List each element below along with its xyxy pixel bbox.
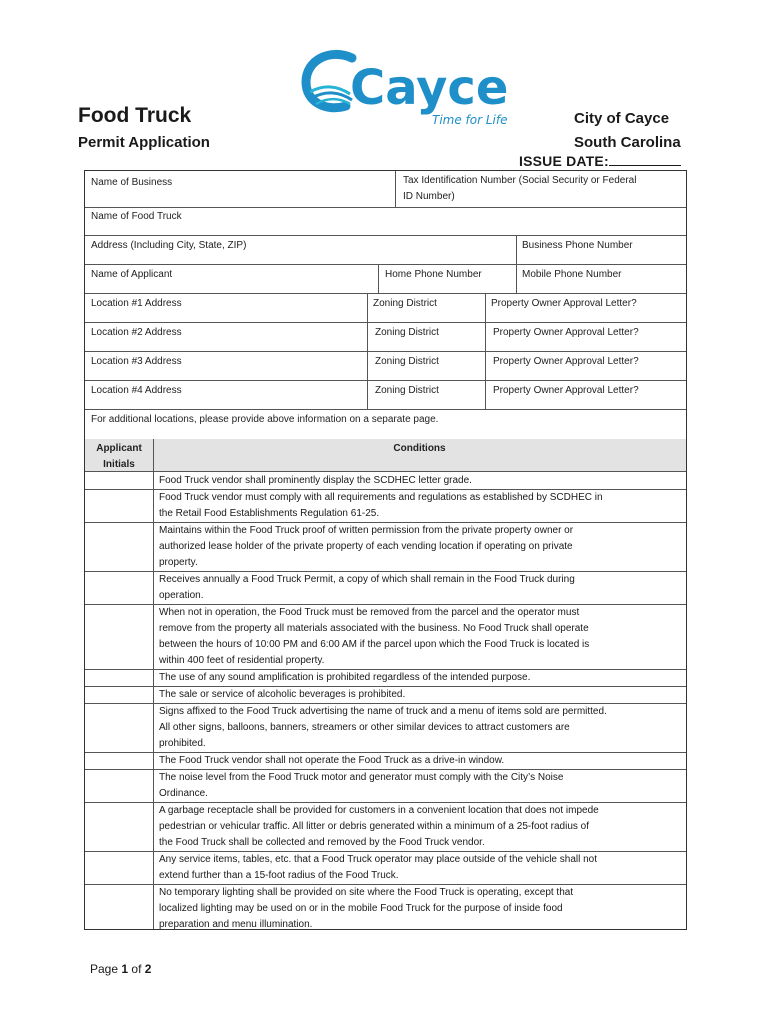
location-1-approval-label: Property Owner Approval Letter? <box>491 298 637 309</box>
condition-text-line: The sale or service of alcoholic beverages is prohibited. <box>159 689 406 700</box>
condition-text-line: operation. <box>159 590 204 601</box>
business-name-label: Name of Business <box>91 177 173 188</box>
location-2-address-label: Location #2 Address <box>91 327 182 338</box>
condition-text-line: The Food Truck vendor shall not operate the Food Truck as a drive-in window. <box>159 755 505 766</box>
condition-text-line: The noise level from the Food Truck motor and generator must comply with the City’s Noise <box>159 772 564 783</box>
applicant-name-label: Name of Applicant <box>91 269 173 280</box>
location-3-approval-label: Property Owner Approval Letter? <box>493 356 639 367</box>
initials-field[interactable] <box>85 753 153 769</box>
address-label: Address (Including City, State, ZIP) <box>91 240 247 251</box>
conditions-header: Conditions <box>393 443 446 454</box>
condition-text-line: A garbage receptacle shall be provided for customers in a convenient location that does not impede <box>159 805 599 816</box>
condition-text-line: Ordinance. <box>159 788 208 799</box>
condition-text-line: between the hours of 10:00 PM and 6:00 AM if the parcel upon which the Food Truck is located is <box>159 639 590 650</box>
location-1-address-label: Location #1 Address <box>91 298 182 309</box>
initials-field[interactable] <box>85 490 153 522</box>
condition-text-line: the Food Truck shall be collected and removed by the Food Truck vendor. <box>159 837 485 848</box>
tax-id-label <box>403 173 636 205</box>
business-phone-label: Business Phone Number <box>522 240 633 251</box>
condition-item <box>159 687 681 703</box>
page-current: 1 <box>121 962 129 976</box>
condition-item <box>159 605 681 669</box>
location-2-zoning-label: Zoning District <box>375 327 439 338</box>
city-name: City of Cayce <box>574 110 670 127</box>
mobile-phone-label: Mobile Phone Number <box>522 269 622 280</box>
condition-item <box>159 704 681 752</box>
location-3-zoning-label: Zoning District <box>375 356 439 367</box>
home-phone-label: Home Phone Number <box>385 269 482 280</box>
issue-date <box>519 153 681 169</box>
permit-form <box>84 170 687 930</box>
condition-text-line: the Retail Food Establishments Regulation 61-25. <box>159 508 380 519</box>
condition-text-line: extend further than a 15-foot radius of the Food Truck. <box>159 870 399 881</box>
condition-item <box>159 852 681 884</box>
logo-wordmark: Cayce <box>350 60 509 116</box>
initials-field[interactable] <box>85 885 153 933</box>
initials-field[interactable] <box>85 687 153 703</box>
initials-field[interactable] <box>85 523 153 571</box>
initials-field[interactable] <box>85 704 153 752</box>
initials-header <box>85 441 153 473</box>
page-label: Page <box>90 962 119 976</box>
condition-text-line: Receives annually a Food Truck Permit, a copy of which shall remain in the Food Truck during <box>159 574 575 585</box>
condition-text-line: remove from the property all materials associated with the business. No Food Truck shall operate <box>159 623 589 634</box>
initials-field[interactable] <box>85 670 153 686</box>
location-4-zoning-label: Zoning District <box>375 385 439 396</box>
condition-text-line: Food Truck vendor shall prominently display the SCDHEC letter grade. <box>159 475 472 486</box>
condition-text-line: Signs affixed to the Food Truck advertising the name of truck and a menu of items sold are permitted. <box>159 706 607 717</box>
location-2-approval-label: Property Owner Approval Letter? <box>493 327 639 338</box>
initials-field[interactable] <box>85 473 153 489</box>
condition-text-line: preparation and menu illumination. <box>159 919 313 930</box>
condition-item <box>159 473 681 489</box>
condition-text-line: When not in operation, the Food Truck must be removed from the parcel and the operator must <box>159 607 580 618</box>
condition-item <box>159 670 681 686</box>
state-name: South Carolina <box>574 134 681 151</box>
condition-text-line: Food Truck vendor must comply with all requirements and regulations as established by SCDHEC in <box>159 492 603 503</box>
form-title: Food Truck <box>78 104 192 127</box>
condition-item <box>159 572 681 604</box>
condition-text-line: Maintains within the Food Truck proof of written permission from the private property owner or <box>159 525 574 536</box>
logo-tagline: Time for Life <box>432 113 508 127</box>
condition-item <box>159 803 681 851</box>
cayce-logo-graphic <box>300 46 520 130</box>
page-total: 2 <box>144 962 152 976</box>
condition-text-line: Any service items, tables, etc. that a Food Truck operator may place outside of the vehicle shall not <box>159 854 597 865</box>
form-subtitle: Permit Application <box>78 134 210 151</box>
condition-item <box>159 885 681 933</box>
condition-item <box>159 523 681 571</box>
condition-text-line: within 400 feet of residential property. <box>159 655 325 666</box>
condition-text-line: All other signs, balloons, banners, streamers or other similar devices to attract customers are <box>159 722 570 733</box>
location-4-address-label: Location #4 Address <box>91 385 182 396</box>
initials-header-line2: Initials <box>103 459 135 470</box>
initials-field[interactable] <box>85 605 153 669</box>
condition-text-line: The use of any sound amplification is prohibited regardless of the intended purpose. <box>159 672 531 683</box>
condition-text-line: localized lighting may be used on or in the mobile Food Truck for the purpose of inside food <box>159 903 563 914</box>
initials-field[interactable] <box>85 572 153 604</box>
location-1-zoning-label: Zoning District <box>373 298 437 309</box>
initials-field[interactable] <box>85 852 153 884</box>
issue-date-label: ISSUE DATE: <box>519 153 609 169</box>
location-4-approval-label: Property Owner Approval Letter? <box>493 385 639 396</box>
food-truck-name-label: Name of Food Truck <box>91 211 182 222</box>
condition-item <box>159 753 681 769</box>
condition-text-line: pedestrian or vehicular traffic. All litter or debris generated within a minimum of a 25-foot radius of <box>159 821 590 832</box>
page-number <box>90 962 151 976</box>
condition-item <box>159 490 681 522</box>
initials-field[interactable] <box>85 770 153 802</box>
condition-text-line: authorized lease holder of the private property of each vending location if operating on private <box>159 541 573 552</box>
location-3-address-label: Location #3 Address <box>91 356 182 367</box>
initials-header-line1: Applicant <box>96 443 142 454</box>
condition-text-line: No temporary lighting shall be provided on site where the Food Truck is operating, except that <box>159 887 574 898</box>
condition-item <box>159 770 681 802</box>
cayce-logo <box>300 46 520 130</box>
tax-id-label-line1: Tax Identification Number (Social Security or Federal <box>403 175 637 186</box>
page-of: of <box>131 962 142 976</box>
condition-text-line: prohibited. <box>159 738 206 749</box>
initials-field[interactable] <box>85 803 153 851</box>
condition-text-line: property. <box>159 557 198 568</box>
tax-id-label-line2: ID Number) <box>403 191 455 202</box>
additional-locations-note: For additional locations, please provide above information on a separate page. <box>91 414 439 425</box>
issue-date-field[interactable] <box>609 154 681 166</box>
